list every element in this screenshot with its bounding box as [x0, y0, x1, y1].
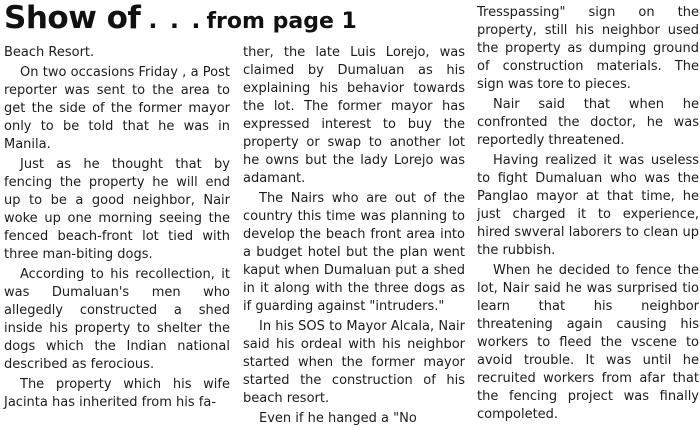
headline-main: Show of: [4, 0, 141, 36]
paragraph: Nair said that when he confronted the doctor, he was reportedly threatened.: [477, 97, 699, 148]
headline-ellipsis: . . .: [148, 6, 203, 34]
paragraph: Having realized it was useless to fight Dumaluan who was the Panglao mayor at that time, he just charged it to experience, hired swveral laborers to clean up the rubbish.: [477, 153, 699, 258]
article-column-1: [4, 44, 230, 412]
paragraph: When he decided to fence the lot, Nair said he was surprised tio learn that his neighbor threatening again causing his workers to fleed the vscene to avoid trouble. It was until he recruited workers from afar that the fencing project was finally compoleted.: [477, 263, 699, 422]
paragraph: Beach Resort.: [4, 45, 95, 60]
paragraph: On two occasions Friday , a Post reporter was sent to the area to get the side of the former mayor only to be told that he was in Manila.: [4, 65, 230, 152]
article-headline: [4, 0, 357, 40]
paragraph: Even if he hanged a "No: [259, 411, 417, 426]
headline-continuation: from page 1: [206, 9, 357, 34]
paragraph: The Nairs who are out of the country this time was planning to develop the beach front area into a budget hotel but the plan went kaput when Dumaluan put a shed in it along with the three dogs as if guarding against "intruders.": [243, 191, 465, 314]
paragraph: ther, the late Luis Lorejo, was claimed by Dumaluan as his explaining his behavior towards the lot. The former mayor has expressed interest to buy the property or swap to another lot he owns but the lady Lorejo was adamant.: [243, 45, 465, 186]
article-column-2: [243, 44, 465, 428]
paragraph: The property which his wife Jacinta has inherited from his fa-: [4, 377, 230, 410]
paragraph: In his SOS to Mayor Alcala, Nair said his ordeal with his neighbor started when the former mayor started the construction of his beach resort.: [243, 319, 465, 406]
paragraph: According to his recollection, it was Dumaluan's men who allegedly constructed a shed inside his property to shelter the dogs which the Indian national described as ferocious.: [4, 267, 230, 372]
paragraph: Tresspassing" sign on the property, still his neighbor used the property as dumping ground of construction materials. The sign was tore to pieces.: [477, 5, 699, 92]
paragraph: Just as he thought that by fencing the property he will end up to be a good neighbor, Nair woke up one morning seeing the fenced beach-front lot tied with three man-biting dogs.: [4, 157, 230, 262]
article-column-3: [477, 4, 699, 424]
